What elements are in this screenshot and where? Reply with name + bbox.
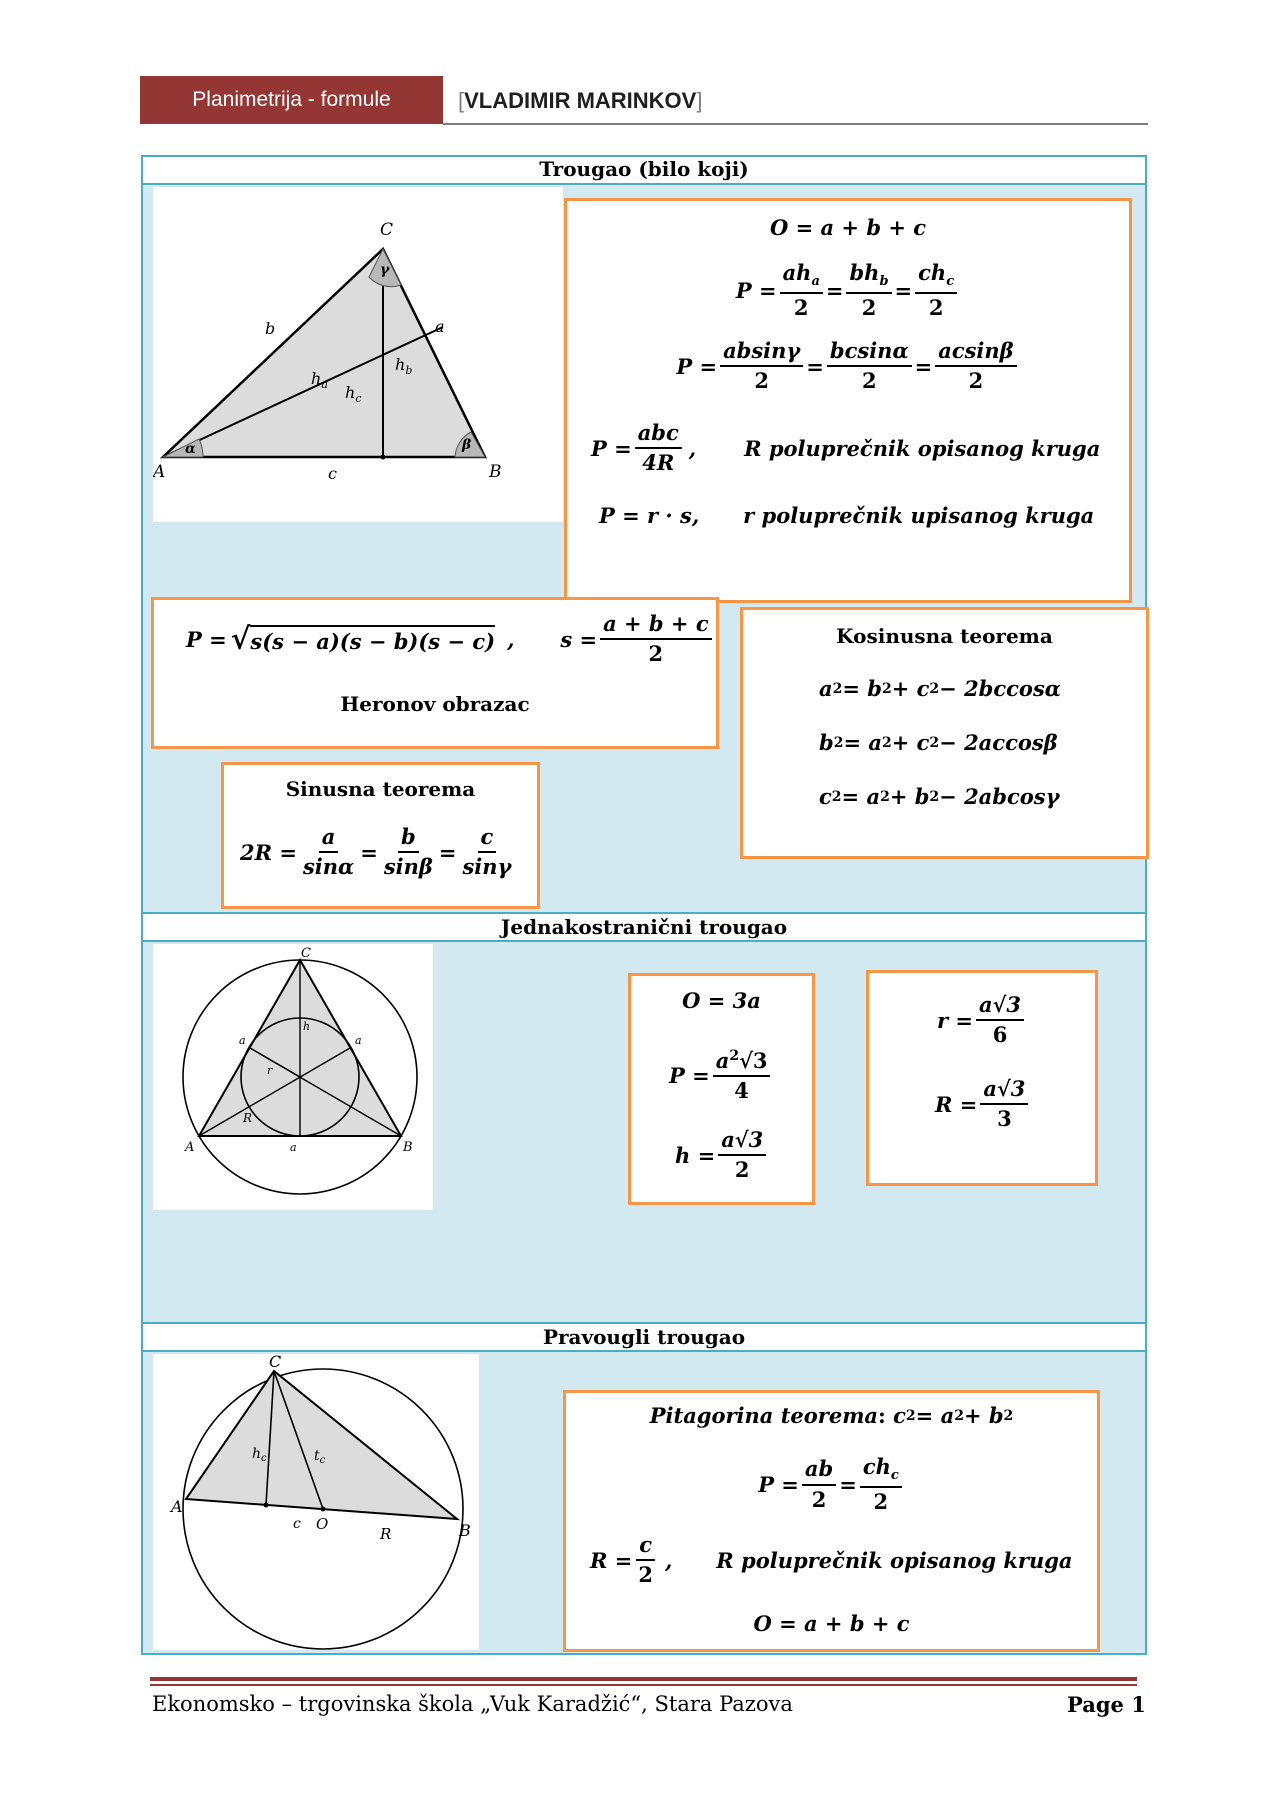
pythagoras-formula: Pitagorina teorema : c 2 = a 2 + b 2 [649, 1403, 1014, 1428]
eq-vertex-B: B [403, 1140, 413, 1155]
rt-area-formula: P = $\frac{ab}{2}$ = $\frac{ch_c}{2}$ [566, 1455, 1097, 1514]
angle-gamma-label: γ [380, 262, 390, 278]
header-rule [443, 123, 1148, 125]
heron-name: Heronov obrazac [340, 692, 530, 716]
eq-height-h: h [303, 1020, 311, 1033]
eq-inradius: r = $\frac{a√3}{6}$ [937, 993, 1027, 1047]
heron-formula: P = √ s(s − a)(s − b)(s − c) , s = $\frac{a + b + c}{2}$ [186, 612, 715, 666]
header-title-tab: Planimetrija - formule [140, 76, 443, 124]
sine-theorem-box [221, 762, 540, 909]
sine-formula: 2R = $\frac{a}{\sin\alpha}$ = $\frac{b}{\sin\beta}$ = $\frac{c}{\sin\gamma}$ [240, 824, 512, 880]
sine-title: Sinusna teorema [285, 777, 476, 801]
height-hb-label: $h_b$ [395, 355, 413, 377]
cosine-formula-b: b 2 = a 2 + c 2 − 2accosβ [819, 730, 1058, 755]
area-inradius-formula: P = r · s, r poluprečnik upisanog kruga [599, 503, 1095, 528]
eq-perimeter: O = 3a [682, 988, 761, 1013]
angle-alpha-label: α [185, 441, 196, 457]
right-triangle-formulas-box [563, 1390, 1100, 1652]
rt-vertex-B: B [459, 1521, 471, 1540]
rt-vertex-C: C [269, 1354, 282, 1371]
general-section-title: Trougao (bilo koji) [143, 155, 1145, 185]
right-triangle-diagram [153, 1354, 479, 1650]
right-triangle-figure [153, 1354, 479, 1650]
perimeter-formula: O = a + b + c [769, 215, 927, 240]
eq-height: h = $\frac{a√3}{2}$ [675, 1128, 769, 1182]
eq-area: P = $\frac{a^2√3}{4}$ [669, 1048, 773, 1103]
height-ha-label: $h_a$ [311, 369, 328, 391]
cosine-formula-c: c 2 = a 2 + b 2 − 2abcosγ [819, 784, 1060, 809]
footer-rule-thin [150, 1684, 1137, 1686]
rt-radius-R: R [380, 1525, 392, 1543]
footer-school: Ekonomsko – trgovinska škola „Vuk Karadžić“, Stara Pazova [152, 1692, 793, 1716]
rt-median-label: $t_c$ [314, 1448, 326, 1466]
rt-hypotenuse-c: c [293, 1516, 301, 1532]
eq-circumradius: R = $\frac{a√3}{3}$ [935, 1077, 1031, 1131]
cosine-theorem-box [740, 607, 1149, 859]
rt-vertex-A: A [171, 1497, 183, 1516]
cosine-formula-a: a 2 = b 2 + c 2 − 2bccosα [819, 676, 1061, 701]
right-section-title: Pravougli trougao [143, 1322, 1145, 1352]
height-hc-label: $h_c$ [345, 383, 362, 405]
cosine-title: Kosinusna teorema [836, 624, 1053, 648]
equilateral-section-title: Jednakostranični trougao [143, 912, 1145, 942]
eq-vertex-C: C [301, 946, 311, 961]
eq-side-a-left: a [239, 1034, 246, 1047]
eq-inradius-r: r [267, 1064, 273, 1077]
footer-rule-thick [150, 1677, 1137, 1681]
area-circumradius-formula: P = $\frac{\text{abc}}{4R}$ , R poluprečnik opisanog kruga [591, 420, 1101, 476]
side-b-label: b [265, 319, 276, 338]
equilateral-area-box [628, 973, 815, 1205]
equilateral-triangle-diagram [153, 944, 433, 1210]
eq-side-a-right: a [355, 1034, 362, 1047]
side-a-label: a [435, 317, 445, 336]
side-c-label: c [328, 464, 337, 483]
angle-beta-label: β [462, 437, 472, 453]
vertex-B-label: B [489, 462, 502, 482]
general-formulas-box [564, 198, 1132, 603]
rt-circumradius-formula: R = $\frac{c}{2}$ , R poluprečnik opisanog kruga [590, 1532, 1073, 1588]
rt-height-label: $h_c$ [252, 1446, 267, 1464]
eq-circumradius-R: R [243, 1111, 253, 1125]
vertex-C-label: C [380, 220, 394, 240]
heron-box [151, 597, 719, 749]
eq-side-a-bottom: a [290, 1141, 297, 1154]
area-heights-formula: P = $\frac{ah_a}{2}$ = $\frac{bh_b}{2}$ = $\frac{ch_c}{2}$ [567, 261, 1129, 320]
footer-page-number: Page 1 [1067, 1692, 1146, 1717]
area-sines-formula: P = $\frac{absin\gamma}{2}$ = $\frac{bcsin\alpha}{2}$ = $\frac{acsin\beta}{2}$ [567, 339, 1129, 393]
rt-perimeter-formula: O = a + b + c [753, 1611, 910, 1636]
rt-center-O: O [316, 1515, 329, 1533]
general-triangle-diagram [153, 187, 563, 522]
eq-vertex-A: A [185, 1140, 195, 1155]
general-triangle-figure [153, 187, 563, 522]
vertex-A-label: A [153, 462, 166, 482]
header-author: [VLADIMIR MARINKOV] [458, 88, 703, 113]
equilateral-triangle-figure [153, 944, 433, 1210]
equilateral-radii-box [866, 970, 1098, 1186]
